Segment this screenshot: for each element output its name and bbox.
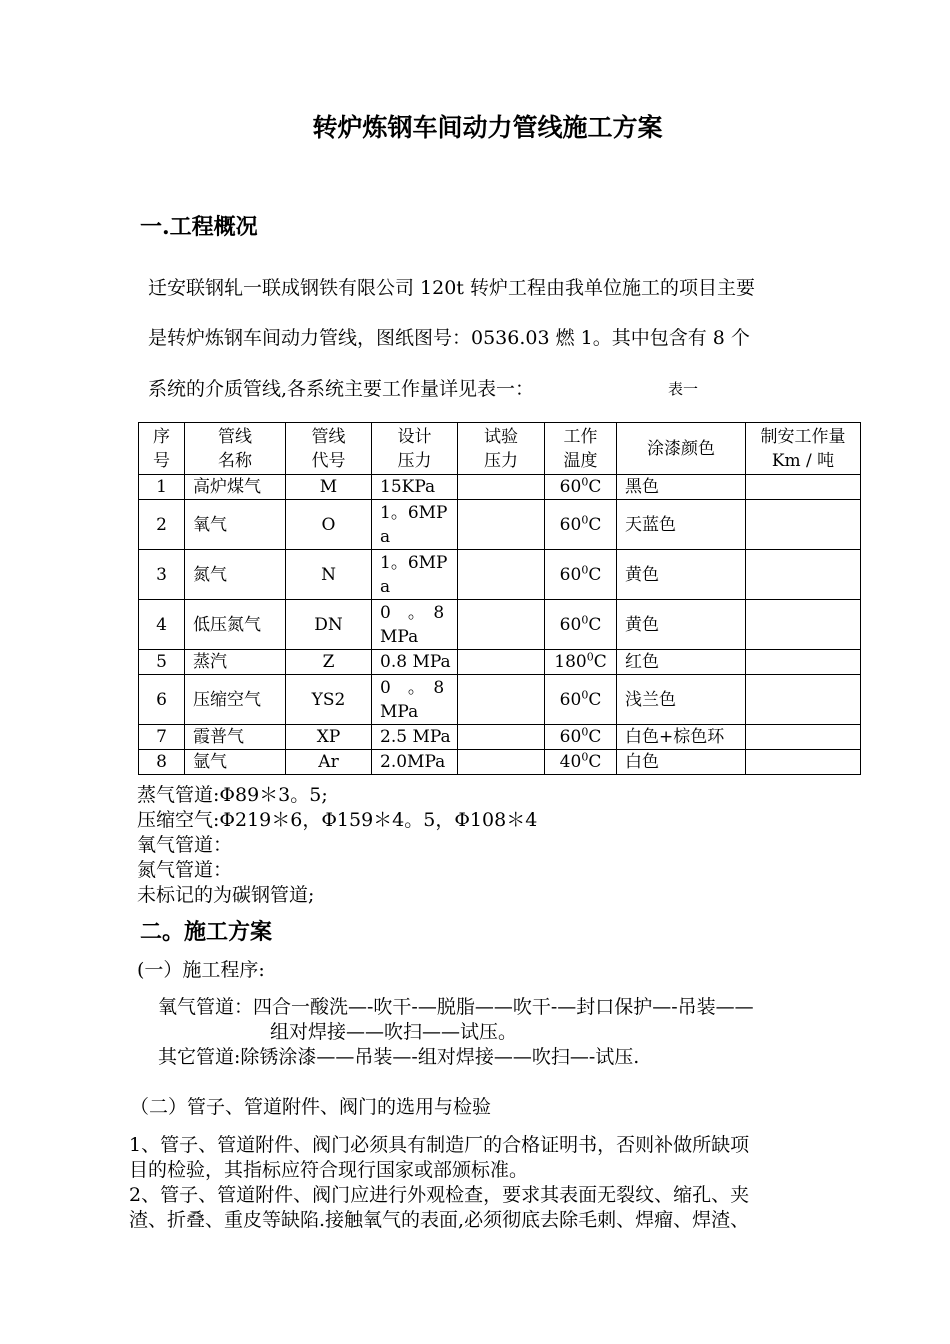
design-pressure-text: 0.8 MPa — [380, 652, 451, 672]
degree-superscript: 0 — [581, 562, 589, 576]
cell-quantity — [746, 475, 861, 500]
cell-quantity — [746, 500, 861, 550]
note-compressed-air-pipe: 压缩空气:Φ219＊6，Φ159＊4。5，Φ108＊4 — [137, 809, 538, 831]
design-pressure-text: a — [380, 526, 391, 547]
cell-temperature — [545, 650, 617, 675]
cell-quantity — [746, 725, 861, 750]
table-row — [139, 675, 861, 725]
cell-temperature — [545, 675, 617, 725]
design-pressure-text: 2.0MPa — [380, 752, 446, 772]
oxygen-procedure-line-1 — [158, 992, 858, 1019]
note-oxygen-pipe: 氧气管道： — [137, 834, 233, 856]
cell-temperature — [545, 475, 617, 500]
degree-superscript: 0 — [581, 512, 589, 526]
cell-no: 2 — [139, 500, 185, 550]
cell-name: 氧气 — [185, 500, 286, 550]
cell-design-pressure — [372, 725, 458, 750]
table-row — [139, 500, 861, 550]
cell-paint-color: 红色 — [617, 650, 746, 675]
cell-design-pressure — [372, 500, 458, 550]
design-pressure-text: MPa — [380, 626, 419, 647]
cell-no: 4 — [139, 600, 185, 650]
page-title: 转炉炼钢车间动力管线施工方案 — [312, 113, 663, 142]
item-1-line-2: 目的检验，其指标应符合现行国家或部颁标准。 — [129, 1159, 529, 1181]
temperature-value: 60 — [559, 514, 582, 535]
table-header-text: 工作 — [563, 426, 598, 447]
cell-test-pressure — [458, 675, 545, 725]
degree-superscript: 0 — [581, 725, 589, 739]
table-header-text: 涂漆颜色 — [647, 438, 715, 459]
item-2-line-2: 渣、折叠、重皮等缺陷.接触氧气的表面,必须彻底去除毛刺、焊瘤、焊渣、 — [129, 1209, 750, 1231]
cell-no: 5 — [139, 650, 185, 675]
table-header-cell — [746, 423, 861, 475]
cell-paint-color: 浅兰色 — [617, 675, 746, 725]
design-pressure-text: MPa — [380, 701, 419, 722]
subheading-materials: （二）管子、管道附件、阀门的选用与检验 — [130, 1096, 492, 1118]
table-header-text: 试验 — [484, 426, 518, 447]
design-pressure-text: a — [380, 576, 391, 597]
temperature-value: 40 — [559, 752, 582, 772]
table-header-cell — [372, 423, 458, 475]
design-pressure-text: 1。6MP — [380, 552, 448, 573]
cell-code: M — [286, 475, 372, 500]
cell-quantity — [746, 750, 861, 775]
note-steam-pipe: 蒸气管道:Φ89＊3。5; — [137, 784, 328, 806]
cell-name: 蒸汽 — [185, 650, 286, 675]
cell-temperature — [545, 550, 617, 600]
table-header-text: 温度 — [563, 450, 598, 471]
temperature-unit: C — [588, 689, 602, 710]
cell-design-pressure — [372, 475, 458, 500]
temperature-unit: C — [593, 652, 607, 672]
table-row — [139, 750, 861, 775]
temperature-value: 60 — [559, 614, 582, 635]
section-heading-overview: 一.工程概况 — [140, 214, 258, 240]
temperature-unit: C — [588, 752, 602, 772]
cell-name: 低压氮气 — [185, 600, 286, 650]
cell-design-pressure — [372, 675, 458, 725]
cell-test-pressure — [458, 750, 545, 775]
cell-name: 氮气 — [185, 550, 286, 600]
table-header-text: 管线 — [218, 426, 252, 447]
note-carbon-steel: 未标记的为碳钢管道; — [137, 884, 315, 906]
table-header-text: 序 — [153, 426, 170, 447]
design-pressure-text: 0 。 8 — [380, 677, 445, 698]
other-procedure-line: 其它管道:除锈涂漆——吊装—-组对焊接——吹扫—-试压. — [158, 1046, 640, 1068]
cell-code: O — [286, 500, 372, 550]
temperature-unit: C — [588, 564, 602, 585]
degree-superscript: 0 — [581, 750, 589, 764]
subheading-procedure: (一）施工程序: — [137, 959, 265, 981]
temperature-value: 60 — [559, 564, 582, 585]
cell-paint-color: 白色 — [617, 750, 746, 775]
degree-superscript: 0 — [586, 650, 594, 664]
cell-no: 7 — [139, 725, 185, 750]
degree-superscript: 0 — [581, 612, 589, 626]
cell-test-pressure — [458, 725, 545, 750]
cell-name: 高炉煤气 — [185, 475, 286, 500]
cell-test-pressure — [458, 475, 545, 500]
cell-temperature — [545, 500, 617, 550]
table-header-text: 代号 — [311, 450, 346, 471]
cell-code: N — [286, 550, 372, 600]
cell-paint-color: 白色+棕色环 — [617, 725, 746, 750]
table-row — [139, 650, 861, 675]
degree-superscript: 0 — [581, 687, 589, 701]
cell-temperature — [545, 750, 617, 775]
cell-temperature — [545, 725, 617, 750]
table-header-text: 压力 — [484, 450, 518, 471]
table-header-text: 号 — [153, 450, 170, 471]
cell-test-pressure — [458, 650, 545, 675]
table-header-cell — [185, 423, 286, 475]
table-header-cell — [617, 423, 746, 475]
section-heading-plan: 二。施工方案 — [140, 919, 273, 945]
table-header-text: 管线 — [311, 426, 346, 447]
cell-design-pressure — [372, 650, 458, 675]
cell-design-pressure — [372, 750, 458, 775]
cell-name: 霞普气 — [185, 725, 286, 750]
table-header-cell — [286, 423, 372, 475]
item-1-line-1: 1、管子、管道附件、阀门必须具有制造厂的合格证明书，否则补做所缺项 — [129, 1134, 750, 1156]
cell-code: Z — [286, 650, 372, 675]
table-row — [139, 600, 861, 650]
temperature-unit: C — [588, 727, 602, 747]
cell-paint-color: 黄色 — [617, 600, 746, 650]
temperature-value: 60 — [559, 727, 582, 747]
degree-superscript: 0 — [581, 475, 589, 489]
table-row — [139, 475, 861, 500]
cell-name: 氩气 — [185, 750, 286, 775]
table-header-text: 制安工作量 — [760, 426, 846, 447]
cell-no: 1 — [139, 475, 185, 500]
cell-paint-color: 天蓝色 — [617, 500, 746, 550]
temperature-value: 180 — [554, 652, 587, 672]
table-row — [139, 550, 861, 600]
table-header-text: 设计 — [397, 426, 432, 447]
design-pressure-text: 0 。 8 — [380, 602, 445, 623]
cell-no: 8 — [139, 750, 185, 775]
table-header-text: 名称 — [218, 450, 252, 471]
temperature-unit: C — [588, 514, 602, 535]
design-pressure-text: 1。6MP — [380, 502, 448, 523]
overview-paragraph-line-3: 系统的介质管线,各系统主要工作量详见表一： — [148, 378, 535, 400]
note-nitrogen-pipe: 氮气管道： — [137, 859, 233, 881]
item-2-line-1: 2、管子、管道附件、阀门应进行外观检查，要求其表面无裂纹、缩孔、夹 — [129, 1184, 750, 1206]
table-label: 表一 — [668, 380, 699, 398]
oxygen-procedure-text: 氧气管道：四合一酸洗—-吹干-—脱脂——吹干-—封口保护—-吊装—— — [158, 996, 754, 1018]
cell-quantity — [746, 550, 861, 600]
oxygen-procedure-line-2: 组对焊接——吹扫——试压。 — [270, 1021, 518, 1043]
temperature-unit: C — [588, 614, 602, 635]
cell-no: 6 — [139, 675, 185, 725]
temperature-unit: C — [588, 477, 602, 497]
table-row — [139, 725, 861, 750]
temperature-value: 60 — [559, 689, 582, 710]
design-pressure-text: 2.5 MPa — [380, 727, 451, 747]
cell-test-pressure — [458, 500, 545, 550]
pipeline-spec-table — [138, 422, 861, 775]
cell-quantity — [746, 675, 861, 725]
cell-quantity — [746, 650, 861, 675]
cell-quantity — [746, 600, 861, 650]
table-header-cell — [458, 423, 545, 475]
cell-code: DN — [286, 600, 372, 650]
overview-paragraph-line-2: 是转炉炼钢车间动力管线，图纸图号：0536.03 燃 1。其中包含有 8 个 — [148, 327, 750, 349]
temperature-value: 60 — [559, 477, 582, 497]
cell-temperature — [545, 600, 617, 650]
table-header-text: 压力 — [397, 450, 432, 471]
table-header-cell — [139, 423, 185, 475]
cell-code: YS2 — [286, 675, 372, 725]
table-header-row — [139, 423, 861, 475]
cell-test-pressure — [458, 550, 545, 600]
cell-test-pressure — [458, 600, 545, 650]
table-header-text: Km / 吨 — [771, 450, 835, 471]
cell-name: 压缩空气 — [185, 675, 286, 725]
design-pressure-text: 15KPa — [380, 477, 436, 497]
cell-design-pressure — [372, 550, 458, 600]
cell-code: Ar — [286, 750, 372, 775]
table-header-cell — [545, 423, 617, 475]
cell-code: XP — [286, 725, 372, 750]
cell-paint-color: 黑色 — [617, 475, 746, 500]
table-body — [139, 475, 861, 775]
cell-no: 3 — [139, 550, 185, 600]
cell-design-pressure — [372, 600, 458, 650]
cell-paint-color: 黄色 — [617, 550, 746, 600]
overview-paragraph-line-1: 迁安联钢轧一联成钢铁有限公司 120t 转炉工程由我单位施工的项目主要 — [148, 277, 755, 299]
